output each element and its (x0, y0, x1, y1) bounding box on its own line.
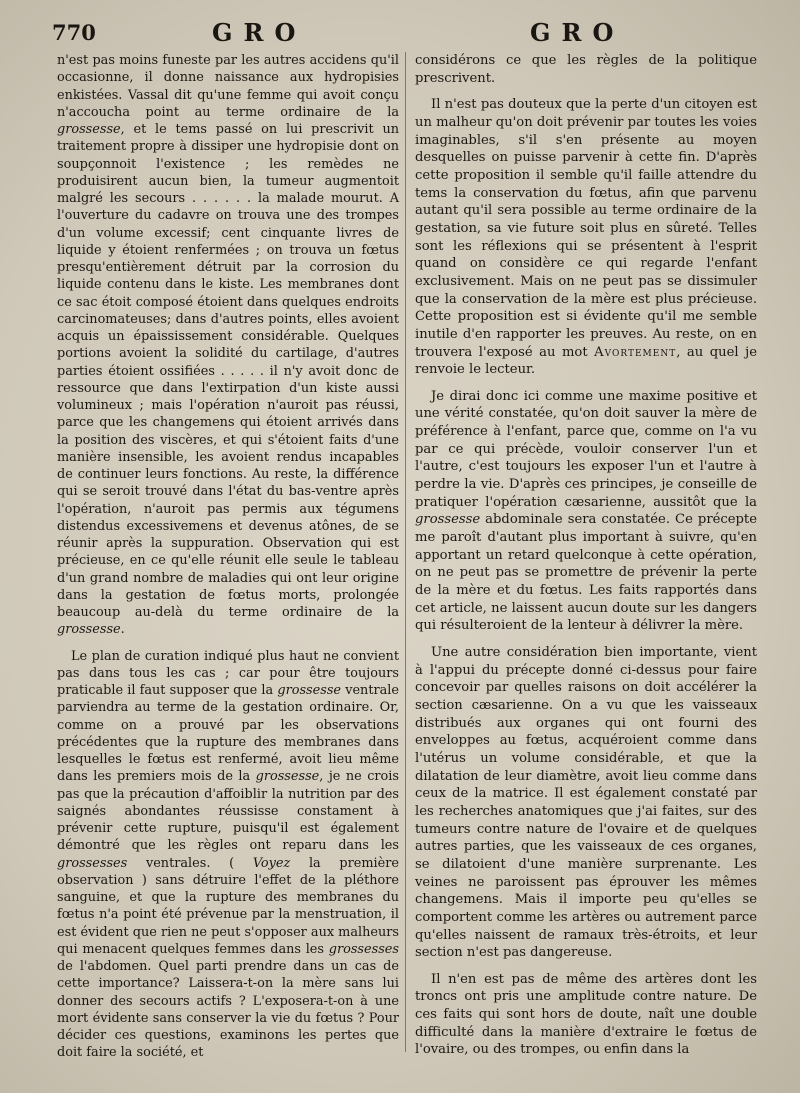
cross-reference: Avortement (594, 344, 677, 360)
running-head-right: GRO (530, 18, 625, 47)
page-header (0, 14, 800, 48)
running-head-left: GRO (212, 18, 307, 47)
paragraph: Il n'est pas douteux que la perte d'un citoyen est un malheur qu'on doit prévenir par toutes les voies imaginables, s'il s'en présente au moyen desquelles on puisse parvenir à cette fin. D'après cette proposition il semble qu'il faille attendre du tems la conservation du fœtus, afin que parvenu autant qu'il sera possible au terme ordinaire de la gestation, sa vie future soit plus en sûreté. Telles sont les réflexions qui se présentent à l'esprit quand on considère ce qui regarde l'enfant exclusivement. Mais on ne peut pas se dissimuler que la conservation de la mère est plus précieuse. Cette proposition est si évidente qu'il me semble inutile d'en rapporter les preuves. Au reste, on en trouvera l'exposé au mot Avortement, au quel je renvoie le lecteur. (415, 97, 757, 378)
italic-term: Voyez (252, 855, 291, 871)
italic-term: grossesse (57, 622, 121, 638)
italic-term: grossesses (328, 941, 399, 957)
right-column (415, 52, 757, 1059)
left-column (57, 52, 399, 1062)
paragraph: Je dirai donc ici comme une maxime positive et une vérité constatée, qu'on doit sauver la mère de préférence à l'enfant, parce que, comme on l'a vu par ce qui précède, vouloir conserver l'un et l'autre, c'est toujours les exposer l'un et l'autre à perdre la vie. D'après ces principes, je conseille de pratiquer l'opération cæsarienne, aussitôt que la grossesse abdominale sera constatée. Ce précepte me paroît d'autant plus important à suivre, qu'en apportant un retard quelconque à cette opération, on ne peut pas se promettre de prévenir la perte de la mère et du fœtus. Les faits rapportés dans cet article, ne laissent aucun doute sur les dangers qui résulteroient de la lenteur à délivrer la mère. (415, 388, 757, 634)
paragraph: considérons ce que les règles de la politique prescrivent. (415, 53, 757, 86)
paragraph: Il n'en est pas de même des artères dont les troncs ont pris une amplitude contre nature. De ces faits qui sont hors de doute, naît une double difficulté dans la manière d'extraire le fœtus de l'ovaire, ou des trompes, ou enfin dans la (415, 971, 757, 1058)
paragraph: Le plan de curation indiqué plus haut ne convient pas dans tous les cas ; car pour être toujours praticable il faut supposer que la grossesse ventrale parviendra au terme de la gestation ordinaire. Or, comme on a prouvé par les observations précédentes que la rupture des membranes dans lesquelles le fœtus est renfermé, avoit lieu même dans les premiers mois de la grossesse, je ne crois pas que la précaution d'affoiblir la nutrition par des saignés abondantes réussisse constament à prévenir cette rupture, puisqu'il est également démontré que les règles ont reparu dans les grossesses ventrales. ( Voyez la première observation ) sans détruire l'effet de la pléthore sanguine, et que la rupture des membranes du fœtus n'a point été prévenue par la menstruation, il est évident que rien ne peut s'opposer aux malheurs qui menacent quelques femmes dans les grossesses de l'abdomen. Quel parti prendre dans un cas de cette importance? Laissera-t-on la mère sans lui donner des secours actifs ? L'exposera-t-on à une mort évidente sans conserver la vie du fœtus ? Pour décider ces questions, examinons les pertes que doit faire la société, et (57, 648, 399, 1061)
italic-term: grossesse (415, 512, 481, 528)
page-number: 770 (52, 20, 96, 45)
italic-term: grossesses (57, 855, 128, 871)
paragraph: n'est pas moins funeste par les autres accidens qu'il occasionne, il donne naissance aux hydropisies enkistées. Vassal dit qu'une femme qui avoit conçu n'accoucha point au terme ordinaire de la grossesse, et le tems passé on lui prescrivit un traitement propre à dissiper une hydropisie dont on soupçonnoit l'existence ; les remèdes ne produisirent aucun bien, la tumeur augmentoit malgré les secours . . . . . . la malade mourut. A l'ouverture du cadavre on trouva une des trompes d'un volume excessif; cent cinquante livres de liquide y étoient renfermées ; on trouva un fœtus presqu'entièrement détruit par la corrosion du liquide contenu dans le kiste. Les membranes dont ce sac étoit composé étoient dans quelques endroits carcinomateuses; dans d'autres points, elles avoient acquis un épaississement considérable. Quelques portions avoient la solidité du cartilage, d'autres parties étoient ossifiées . . . . . il n'y avoit donc de ressource que dans l'extirpation d'un kiste aussi volumineux ; mais l'opération n'auroit pas réussi, parce que les changemens qui étoient arrivés dans la position des viscères, et qui s'étoient faits d'une manière insensible, les avoient rendus incapables de continuer leurs fonctions. Au reste, la différence qui se seroit trouvé dans l'état du bas-ventre après l'opération, n'auroit pas permis aux tégumens distendus excessivemens et devenus atônes, de se réunir après la suppuration. Observation qui est précieuse, en ce qu'elle réunit elle seule le tableau d'un grand nombre de maladies qui ont leur origine dans la gestation de fœtus morts, prolongée beaucoup au-delà du terme ordinaire de la grossesse. (57, 53, 399, 638)
italic-term: grossesse (255, 769, 320, 785)
column-divider (405, 52, 406, 1052)
paragraph: Une autre considération bien importante, vient à l'appui du précepte donné ci-dessus pour faire concevoir par quelles raisons on doit accélérer la section cæsarienne. On a vu que les vaisseaux distribués aux organes qui ont fourni des enveloppes au fœtus, acquéroient comme dans l'utérus un volume considérable, et que la dilatation de leur diamètre, avoit lieu comme dans ceux de la matrice. Il est également constaté par les recherches anatomiques que j'ai faites, sur des tumeurs contre nature de l'ovaire et de quelques autres parties, que les vaisseaux de ces organes, se dilatoient d'une manière surprenante. Les veines ne paroissent pas éprouver les mêmes changemens. Mais il importe peu qu'elles se comportent comme les artères ou autrement parce qu'elles naissent de ramaux très-étroits, et leur section n'est pas dangereuse. (415, 645, 757, 961)
italic-term: grossesse (57, 122, 121, 137)
italic-term: grossesse (277, 683, 342, 698)
